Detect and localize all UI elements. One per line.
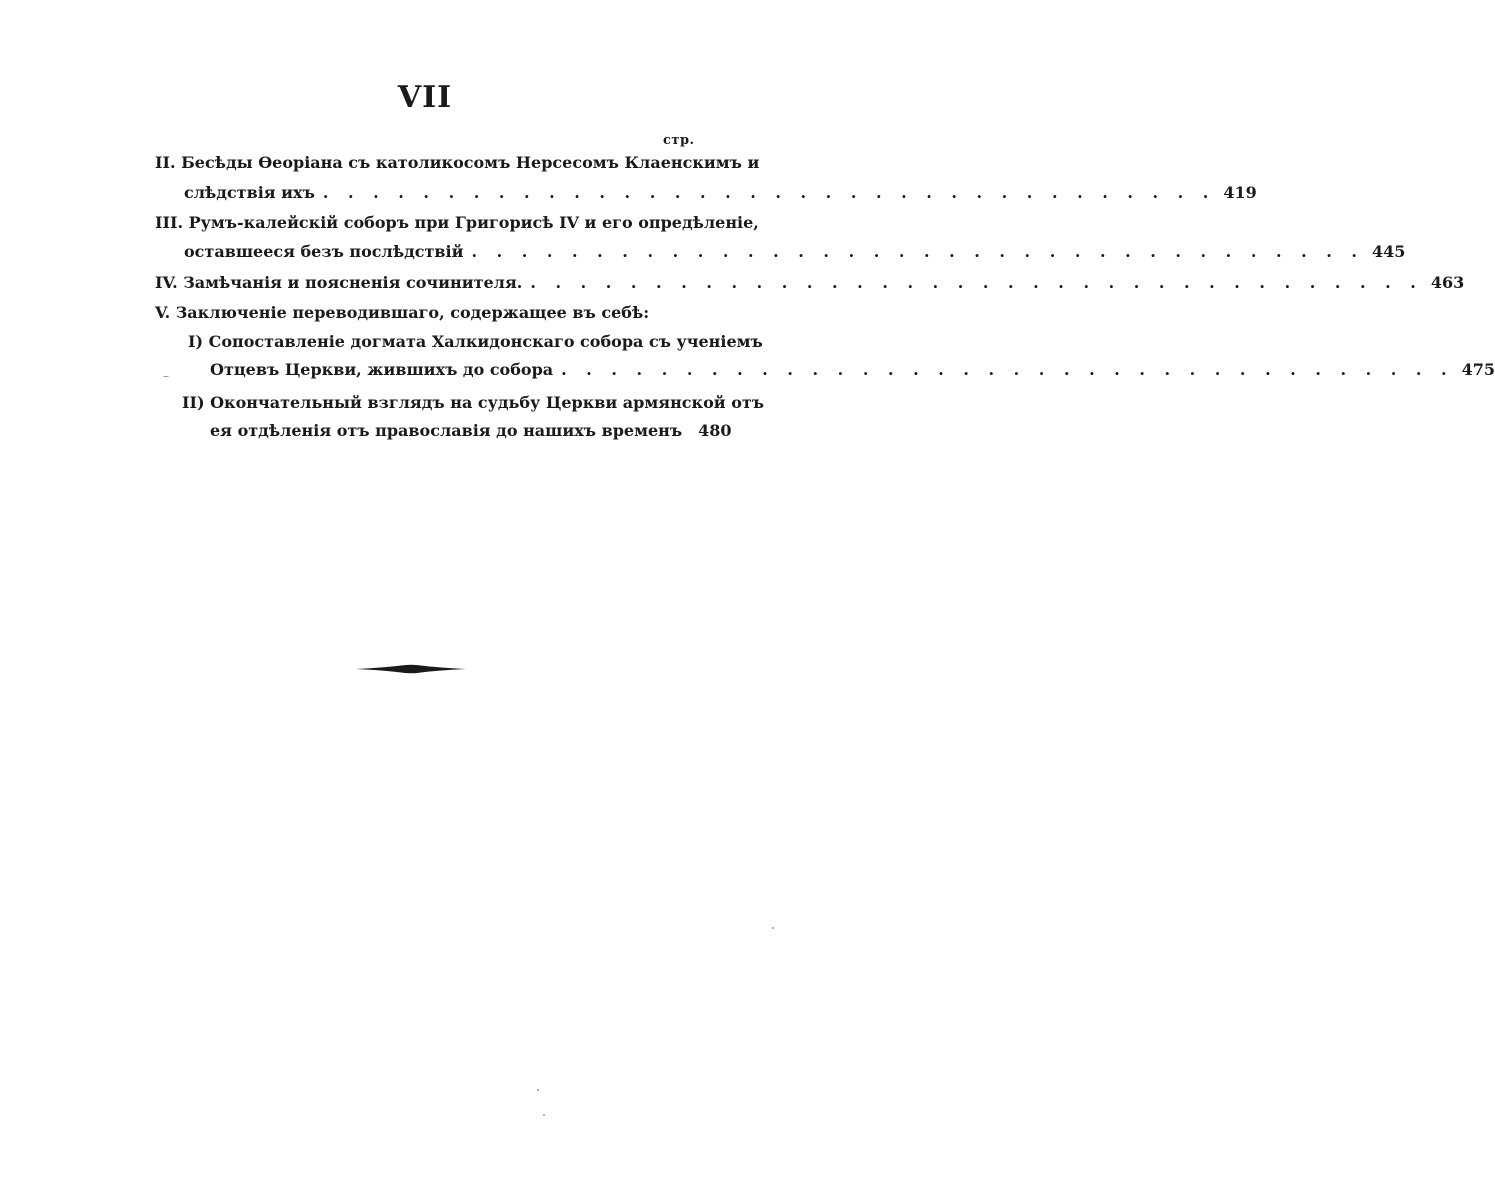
- toc-entry-V-II-line1: II) Окончательный взглядъ на судьбу Церкви армянской отъ: [182, 393, 765, 412]
- scan-speck: [543, 1114, 545, 1116]
- toc-entry-III-title: оставшееся безъ послѣдствій: [184, 242, 464, 261]
- scan-speck: [537, 1089, 539, 1091]
- toc-entry-II-line1: II. Бесѣды Ѳеоріана съ католикосомъ Нерсесомъ Клаенскимъ и: [155, 153, 760, 172]
- toc-entry-III-line2: [184, 239, 1406, 265]
- tailpiece-ornament-icon: [356, 661, 466, 677]
- scan-speck: [772, 927, 774, 929]
- toc-entry-V-I-line2: [210, 357, 1495, 383]
- toc-entry-II-title: слѣдствія ихъ: [184, 183, 315, 202]
- page-number: VII: [397, 80, 453, 115]
- toc-entry-III-page: 445: [1371, 242, 1406, 261]
- toc-entry-V-II-page: 480: [698, 421, 732, 440]
- toc-entry-II-page: 419: [1223, 183, 1257, 202]
- leader-dots: . . . . . . . . . . . . . . . . . . . . . . . . . . . . . . . . . . . .: [530, 273, 1423, 292]
- toc-entry-IV-title: IV. Замѣчанія и поясненія сочинителя.: [155, 273, 523, 292]
- toc-entry-III-line1: III. Румъ-калейскій соборъ при Григорисѣ IV и его опредѣленіе,: [155, 213, 759, 232]
- toc-entry-II-line2: [184, 180, 1257, 206]
- page-column-label: стр.: [663, 133, 695, 148]
- toc-entry-V-line1: V. Заключеніе переводившаго, содержащее въ себѣ:: [155, 303, 650, 322]
- leader-dots: . . . . . . . . . . . . . . . . . . . . . . . . . . . . . . . . . . . .: [322, 183, 1216, 202]
- toc-entry-IV-line1: [155, 270, 1465, 296]
- scan-speck: [163, 376, 169, 377]
- toc-entry-V-II-line2: [210, 418, 732, 444]
- toc-entry-V-II-title: ея отдѣленія отъ православія до нашихъ временъ: [210, 421, 683, 440]
- toc-entry-V-I-line1: I) Сопоставленіе догмата Халкидонскаго собора съ ученіемъ: [188, 332, 763, 351]
- toc-entry-V-I-title: Отцевъ Церкви, жившихъ до собора: [210, 360, 554, 379]
- leader-dots: . . . . . . . . . . . . . . . . . . . . . . . . . . . . . . . . . . . .: [561, 360, 1454, 379]
- toc-entry-V-I-page: 475: [1461, 360, 1495, 379]
- toc-entry-IV-page: 463: [1430, 273, 1465, 292]
- leader-dots: . . . . . . . . . . . . . . . . . . . . . . . . . . . . . . . . . . . .: [471, 242, 1364, 261]
